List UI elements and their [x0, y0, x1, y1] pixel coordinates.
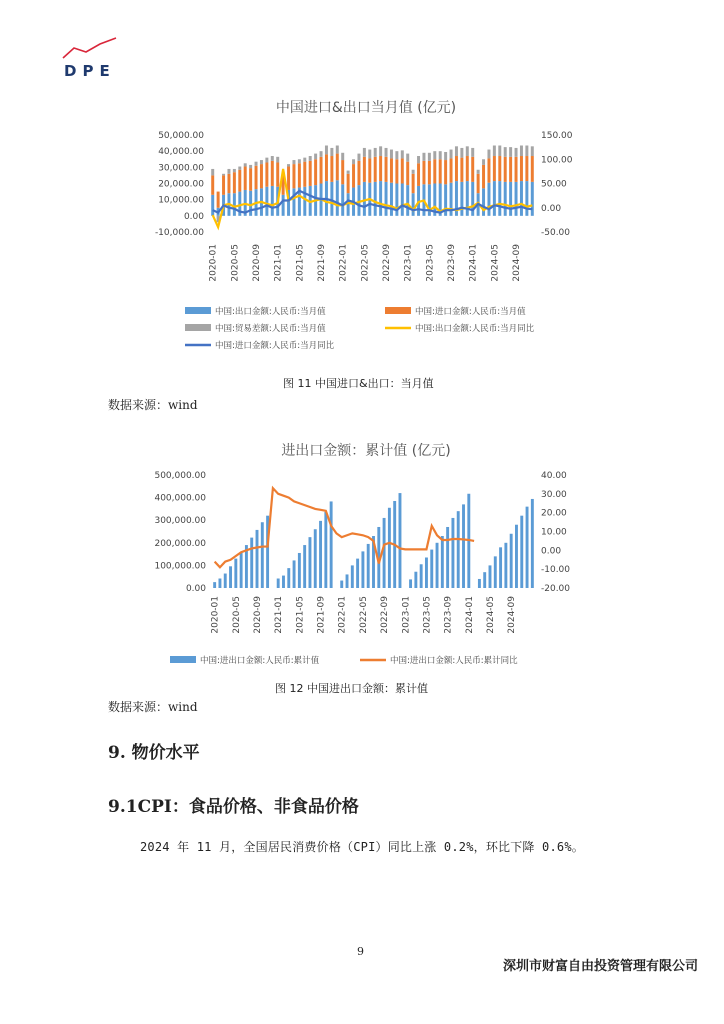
x-tick-label: 2023-01 — [401, 596, 412, 634]
bar — [520, 516, 523, 588]
chart-title: 进出口金额：累计值 (亿元) — [281, 443, 451, 459]
right-tick-label: 20.00 — [541, 508, 567, 519]
legend-label: 中国:出口金额:人民币:当月同比 — [415, 324, 535, 334]
series-line — [215, 488, 474, 567]
left-tick-label: 20,000.00 — [158, 179, 204, 190]
bar — [489, 565, 492, 588]
figure-12-source: 数据来源：wind — [108, 700, 198, 714]
x-tick-label: 2022-01 — [338, 244, 349, 282]
section-heading: 9. 物价水平 — [108, 743, 200, 763]
bar — [399, 493, 402, 588]
right-tick-label: 10.00 — [541, 527, 567, 538]
x-tick-label: 2023-09 — [443, 596, 454, 634]
legend-label: 中国:进口金额:人民币:当月值 — [415, 307, 526, 317]
bar — [457, 511, 460, 588]
left-tick-label: 200,000.00 — [154, 538, 206, 549]
bar — [430, 550, 433, 588]
x-tick-label: 2024-05 — [485, 596, 496, 634]
x-tick-label: 2023-09 — [447, 244, 458, 282]
bar — [462, 504, 465, 588]
x-tick-label: 2021-09 — [317, 244, 328, 282]
bar — [441, 536, 444, 588]
bar — [420, 564, 423, 588]
bar — [504, 543, 507, 588]
bar — [361, 551, 364, 588]
right-tick-label: 40.00 — [541, 471, 567, 481]
bar — [494, 556, 497, 588]
right-tick-label: 100.00 — [541, 155, 573, 166]
x-tick-label: 2022-09 — [382, 244, 393, 282]
x-tick-label: 2023-01 — [403, 244, 414, 282]
left-tick-label: 300,000.00 — [154, 516, 206, 527]
bar — [499, 547, 502, 588]
x-tick-label: 2021-01 — [273, 244, 284, 282]
x-tick-label: 2022-01 — [337, 596, 348, 634]
bar — [425, 557, 428, 588]
x-tick-label: 2021-05 — [295, 244, 306, 282]
bar — [340, 581, 343, 588]
bar — [346, 574, 349, 588]
bar — [324, 512, 327, 588]
bar — [213, 582, 216, 588]
bar — [515, 525, 518, 588]
left-tick-label: 400,000.00 — [154, 493, 206, 504]
bar — [234, 559, 237, 588]
bar — [383, 518, 386, 588]
x-tick-label: 2023-05 — [422, 596, 433, 634]
x-tick-label: 2024-09 — [512, 244, 523, 282]
bar — [277, 579, 280, 588]
bar — [218, 579, 221, 588]
left-tick-label: -10,000.00 — [154, 228, 204, 238]
bar — [388, 508, 391, 588]
bar — [250, 538, 253, 588]
bar — [483, 572, 486, 588]
bar — [409, 579, 412, 588]
figure-12-caption: 图 12 中国进出口金额：累计值 — [275, 682, 428, 695]
right-tick-label: 150.00 — [541, 131, 573, 141]
left-tick-label: 500,000.00 — [154, 471, 206, 481]
x-tick-label: 2024-05 — [490, 244, 501, 282]
bar — [309, 537, 312, 588]
figure-11-caption: 图 11 中国进口&出口：当月值 — [283, 377, 434, 390]
legend-label: 中国:进出口金额:人民币:累计值 — [200, 656, 320, 666]
legend-label: 中国:出口金额:人民币:当月值 — [215, 307, 326, 317]
bar — [229, 566, 232, 588]
x-tick-label: 2020-01 — [210, 596, 221, 634]
company-name: 深圳市财富自由投资管理有限公司 — [502, 959, 698, 974]
left-tick-label: 50,000.00 — [158, 131, 204, 141]
right-tick-label: -10.00 — [541, 565, 571, 576]
right-tick-label: 50.00 — [541, 179, 567, 190]
page-number: 9 — [357, 945, 364, 958]
x-tick-label: 2021-09 — [316, 596, 327, 634]
bar — [287, 568, 290, 588]
bar — [451, 518, 454, 588]
bar — [531, 499, 534, 588]
left-tick-label: 100,000.00 — [154, 561, 206, 572]
bar — [319, 521, 322, 588]
x-tick-label: 2020-09 — [253, 596, 264, 634]
logo-text: DPE — [64, 62, 116, 80]
bar — [314, 529, 317, 588]
bar — [478, 579, 481, 588]
right-tick-label: 0.00 — [541, 546, 562, 557]
x-tick-label: 2022-05 — [360, 244, 371, 282]
left-tick-label: 30,000.00 — [158, 163, 204, 174]
bar — [356, 559, 359, 588]
right-tick-label: -50.00 — [541, 228, 571, 238]
bar — [293, 560, 296, 588]
right-tick-label: 30.00 — [541, 489, 567, 500]
chart-title: 中国进口&出口当月值 (亿元) — [275, 100, 457, 116]
legend-label: 中国:进口金额:人民币:当月同比 — [215, 341, 335, 351]
bar — [510, 534, 513, 588]
x-tick-label: 2024-01 — [468, 244, 479, 282]
left-tick-label: 0.00 — [185, 584, 206, 594]
bar — [414, 572, 417, 588]
bar — [298, 553, 301, 588]
left-tick-label: 40,000.00 — [158, 147, 204, 158]
bar — [240, 552, 243, 588]
x-tick-label: 2022-09 — [380, 596, 391, 634]
bar — [436, 543, 439, 588]
bar — [446, 527, 449, 588]
legend-label: 中国:进出口金额:人民币:累计同比 — [390, 656, 518, 666]
bar — [367, 544, 370, 588]
figure-11-source: 数据来源：wind — [108, 398, 198, 412]
bar — [526, 507, 529, 588]
legend-swatch — [170, 656, 196, 663]
bar — [351, 565, 354, 588]
x-tick-label: 2020-01 — [208, 244, 219, 282]
bar — [224, 574, 227, 588]
x-tick-label: 2020-09 — [252, 244, 263, 282]
right-tick-label: 0.00 — [541, 203, 562, 214]
subsection-heading: 9.1CPI：食品价格、非食品价格 — [108, 797, 359, 817]
cpi-paragraph: 2024 年 11 月，全国居民消费价格（CPI）同比上涨 0.2%，环比下降 0.6%。 — [140, 840, 584, 854]
left-tick-label: 10,000.00 — [158, 195, 204, 206]
x-tick-label: 2023-05 — [425, 244, 436, 282]
bar — [330, 501, 333, 588]
legend-label: 中国:贸易差额:人民币:当月值 — [215, 324, 326, 334]
x-tick-label: 2021-01 — [274, 596, 285, 634]
bar — [282, 576, 285, 588]
x-tick-label: 2021-05 — [295, 596, 306, 634]
x-tick-label: 2020-05 — [231, 596, 242, 634]
x-tick-label: 2024-09 — [507, 596, 518, 634]
bar — [303, 545, 306, 588]
x-tick-label: 2022-05 — [358, 596, 369, 634]
right-tick-label: -20.00 — [541, 584, 571, 594]
x-tick-label: 2024-01 — [464, 596, 475, 634]
x-tick-label: 2020-05 — [230, 244, 241, 282]
bar — [256, 530, 259, 588]
bar — [261, 522, 264, 588]
left-tick-label: 0.00 — [183, 211, 204, 222]
